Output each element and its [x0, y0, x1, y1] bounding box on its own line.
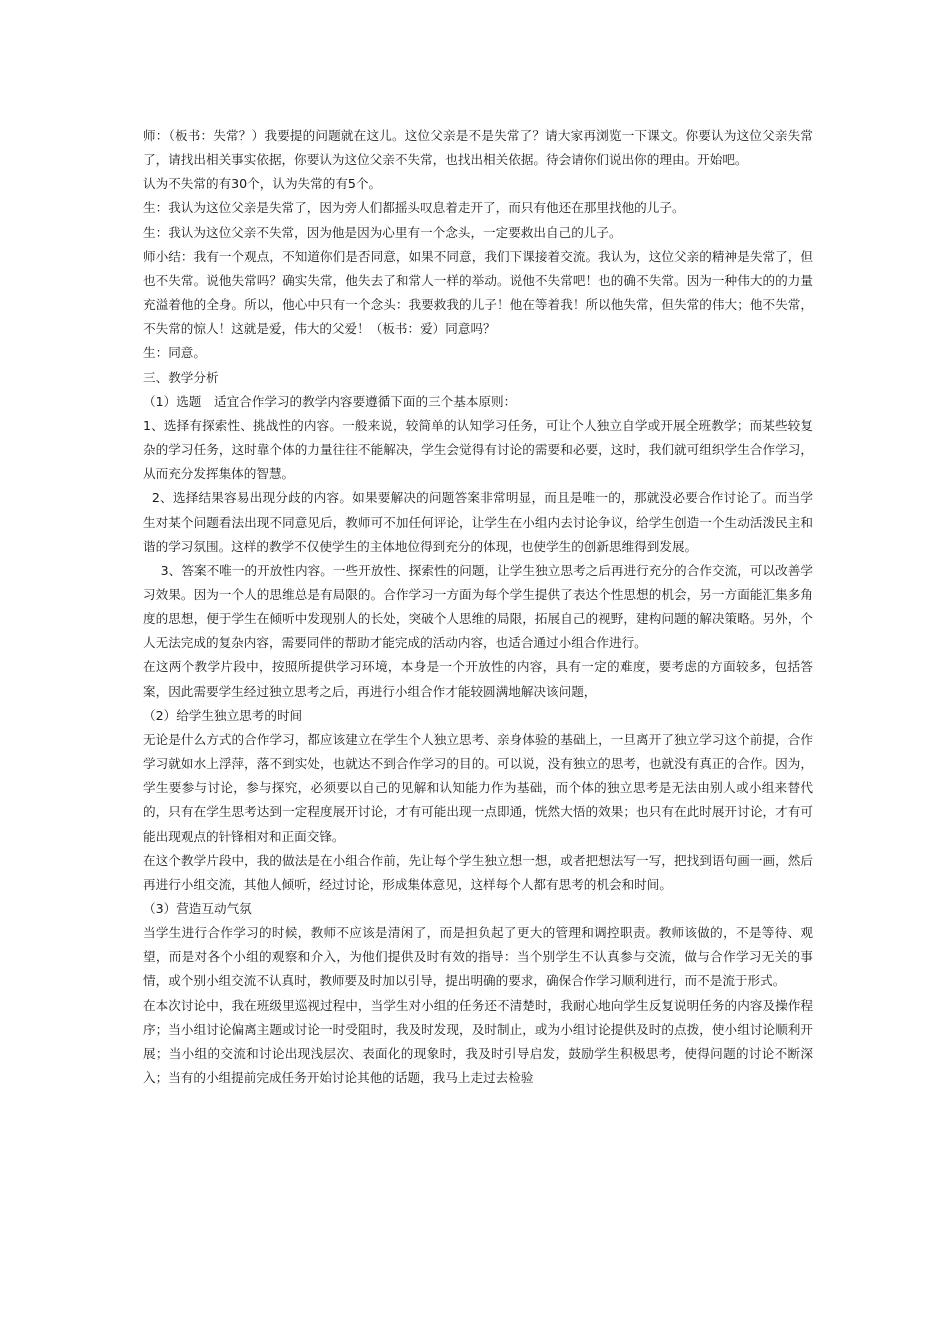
paragraph-teacher-question: 师：（板书：失常？）我要提的问题就在这儿。这位父亲是不是失常了？请大家再浏览一下课文。你要认为这位父亲失常了，请找出相关事实依据，你要认为这位父亲不失常，也找出相关依据。待会请你们说出你的理由。开始吧。: [143, 128, 813, 168]
subheading-interaction: （3）营造互动气氛: [143, 901, 252, 916]
paragraph-segment-note: 在这两个教学片段中，按照所提供学习环境，本身是一个开放性的内容，具有一定的难度，要考虑的方面较多，包括答案，因此需要学生经过独立思考之后，再进行小组合作才能较圆满地解决该问题，: [143, 659, 813, 699]
paragraph-principle-2: 2、选择结果容易出现分歧的内容。如果要解决的问题答案非常明显，而且是唯一的，那就没必要合作讨论了。而当学生对某个问题看法出现不同意见后，教师可不加任何评论，让学生在小组内去讨论争议，给学生创造一个生动活泼民主和谐的学习氛围。这样的教学不仅使学生的主体地位得到充分的体现，也使学生的创新思维得到发展。: [143, 490, 813, 554]
section-heading-analysis: 三、教学分析: [143, 369, 219, 385]
paragraph-vote-count: 认为不失常的有30个，认为失常的有5个。: [143, 176, 382, 192]
subheading-topic-selection: （1）选题 适宜合作学习的教学内容要遵循下面的三个基本原则：: [143, 393, 517, 409]
paragraph-student-agree: 生：同意。: [143, 345, 206, 361]
paragraph-teacher-summary: 师小结：我有一个观点，不知道你们是否同意，如果不同意，我们下课接着交流。我认为，这位父亲的精神是失常了，但也不失常。说他失常吗？确实失常，他失去了和常人一样的举动。说他不失常吧！也的确不失常。因为一种伟大的的力量充溢着他的全身。所以，他心中只有一个念头：我要救我的儿子！他在等着我！所以他失常，但失常的伟大；他不失常，不失常的惊人！这就是爱，伟大的父爱！（板书：爱）同意吗？: [143, 248, 813, 337]
paragraph-student-2: 生：我认为这位父亲不失常，因为他是因为心里有一个念头，一定要救出自己的儿子。: [143, 224, 622, 240]
paragraph-independent-thinking: 无论是什么方式的合作学习，都应该建立在学生个人独立思考、亲身体验的基础上，一旦离开了独立学习这个前提，合作学习就如水上浮萍，落不到实处，也就达不到合作学习的目的。可以说，没有独立的思考，也就没有真正的合作。因为，学生要参与讨论，参与探究，必须要以自己的见解和认知能力作为基础，而个体的独立思考是无法由别人或小组来替代的，只有在学生思考达到一定程度展开讨论，才有可能出现一点即通，恍然大悟的效果；也只有在此时展开讨论，才有可能出现观点的针锋相对和正面交锋。: [143, 731, 813, 844]
paragraph-teacher-role: 当学生进行合作学习的时候，教师不应该是清闲了，而是担负起了更大的管理和调控职责。教师该做的，不是等待、观望，而是对各个小组的观察和介入，为他们提供及时有效的指导：当个别学生不认真参与交流，做与合作学习无关的事情，或个别小组交流不认真时，教师要及时加以引导，提出明确的要求，确保合作学习顺利进行，而不是流于形式。: [143, 925, 813, 989]
paragraph-principle-1: 1、选择有探索性、挑战性的内容。一般来说，较简单的认知学习任务，可让个人独立自学或开展全班教学；而某些较复杂的学习任务，这时靠个体的力量往往不能解决，学生会觉得有讨论的需要和必要，这时，我们就可组织学生合作学习，从而充分发挥集体的智慧。: [143, 417, 813, 482]
paragraph-discussion-process: 在本次讨论中，我在班级里巡视过程中，当学生对小组的任务还不清楚时，我耐心地向学生反复说明任务的内容及操作程序；当小组讨论偏离主题或讨论一时受阻时，我及时发现，及时制止，或为小组讨论提供及时的点拨，使小组讨论顺利开展；当小组的交流和讨论出现浅层次、表面化的现象时，我及时引导启发，鼓励学生积极思考，使得问题的讨论不断深入；当有的小组提前完成任务开始讨论其他的话题，我马上走过去检验: [143, 997, 813, 1086]
paragraph-my-approach: 在这个教学片段中，我的做法是在小组合作前，先让每个学生独立想一想，或者把想法写一写，把找到语句画一画，然后再进行小组交流，其他人倾听，经过讨论，形成集体意见，这样每个人都有思考的机会和时间。: [143, 852, 813, 892]
paragraph-student-1: 生：我认为这位父亲是失常了，因为旁人们都摇头叹息着走开了，而只有他还在那里找他的儿子。: [143, 200, 685, 216]
paragraph-principle-3: 3、答案不唯一的开放性内容。一些开放性、探索性的问题，让学生独立思考之后再进行充分的合作交流，可以改善学习效果。因为一个人的思维总是有局限的。合作学习一方面为每个学生提供了表达个性思想的机会，另一方面能汇集多角度的思想，便于学生在倾听中发现别人的长处，突破个人思维的局限，拓展自己的视野，建构问题的解决策略。另外，个人无法完成的复杂内容，需要同伴的帮助才能完成的活动内容，也适合通过小组合作进行。: [143, 562, 813, 651]
subheading-thinking-time: （2）给学生独立思考的时间: [143, 707, 303, 723]
document-page: [143, 124, 813, 1090]
